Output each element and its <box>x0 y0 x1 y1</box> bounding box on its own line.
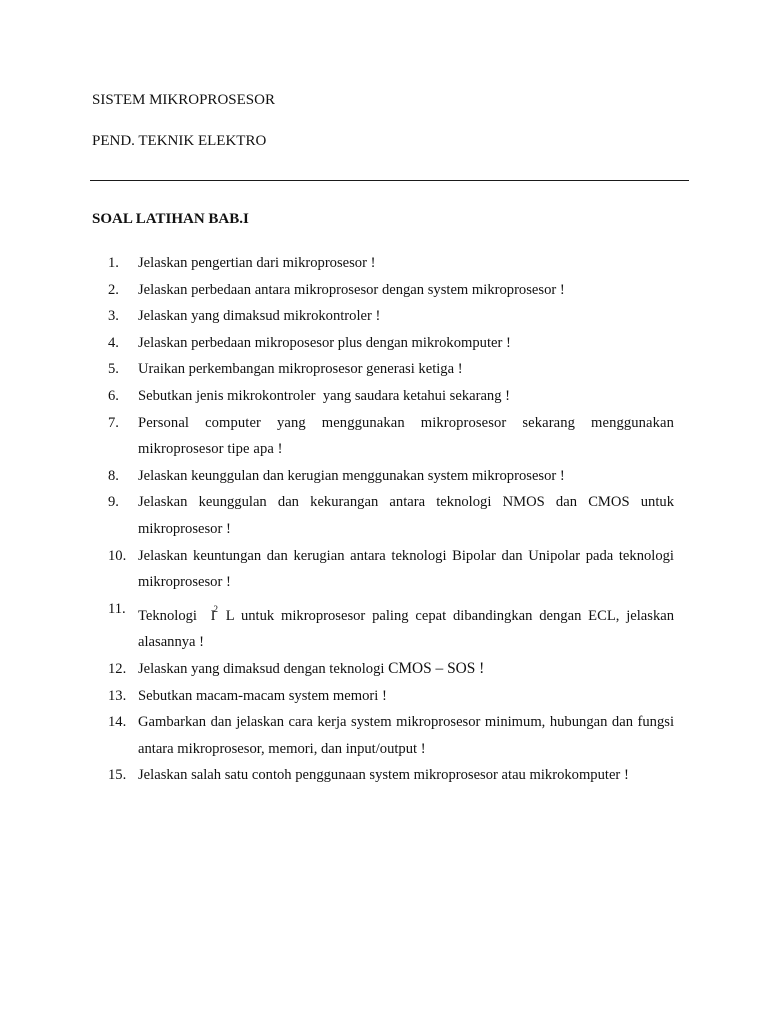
question-text: Jelaskan yang dimaksud mikrokontroler ! <box>138 308 381 325</box>
question-item <box>108 463 674 490</box>
question-text: Uraikan perkembangan mikroprosesor generasi ketiga ! <box>138 361 463 378</box>
question-item <box>108 683 674 710</box>
question-item <box>108 762 674 789</box>
question-text: Sebutkan jenis mikrokontroler yang saudara ketahui sekarang ! <box>138 387 511 404</box>
question-number: 3. <box>108 308 119 325</box>
question-item <box>108 656 674 683</box>
question-item <box>108 410 674 463</box>
question-number: 14. <box>108 714 127 731</box>
header-divider <box>90 180 689 181</box>
question-text-part: L untuk mikroprosesor paling cepat dibandingkan dengan ECL, jelaskan alasannya ! <box>138 607 675 651</box>
question-text: Personal computer yang menggunakan mikroprosesor sekarang menggunakan mikroprosesor tipe apa ! <box>138 414 674 458</box>
question-text: Jelaskan pengertian dari mikroprosesor ! <box>138 255 376 271</box>
question-number: 13. <box>108 687 127 704</box>
question-number: 5. <box>108 361 119 378</box>
question-item <box>108 330 674 357</box>
superscript-two: 2 <box>213 603 218 614</box>
question-item <box>108 356 674 383</box>
question-item <box>108 250 674 277</box>
question-text: Jelaskan salah satu contoh penggunaan system mikroprosesor atau mikrokomputer ! <box>138 767 629 784</box>
course-title: SISTEM MIKROPROSESOR <box>92 92 275 108</box>
question-number: 15. <box>108 767 127 784</box>
question-number: 8. <box>108 467 119 484</box>
question-text: Gambarkan dan jelaskan cara kerja system mikroprosesor minimum, hubungan dan fungsi antara mikroprosesor, memori, dan input/output ! <box>138 714 674 757</box>
question-item <box>108 383 674 410</box>
question-number: 10. <box>108 547 127 564</box>
question-number: 1. <box>108 255 119 271</box>
question-text: Jelaskan perbedaan antara mikroprosesor dengan system mikroprosesor ! <box>138 281 565 298</box>
question-number: 4. <box>108 334 119 351</box>
question-text: Jelaskan keunggulan dan kekurangan antara teknologi NMOS dan CMOS untuk mikroprosesor ! <box>138 494 674 537</box>
question-text: Sebutkan macam-macam system memori ! <box>138 687 387 704</box>
question-item <box>108 303 674 330</box>
section-heading: SOAL LATIHAN BAB.I <box>92 211 249 227</box>
question-item <box>108 596 674 656</box>
department-title: PEND. TEKNIK ELEKTRO <box>92 133 267 149</box>
question-number: 2. <box>108 281 119 298</box>
question-text-part: Jelaskan yang dimaksud dengan teknologi <box>138 660 389 677</box>
question-list <box>108 250 674 789</box>
question-item <box>108 709 674 762</box>
question-text: Jelaskan perbedaan mikroposesor plus dengan mikrokomputer ! <box>138 334 511 351</box>
question-number: 12. <box>108 660 127 677</box>
question-number: 11. <box>108 600 126 617</box>
question-text: Jelaskan keunggulan dan kerugian menggunakan system mikroprosesor ! <box>138 467 565 484</box>
question-number: 7. <box>108 414 119 431</box>
question-text-part: CMOS – SOS ! <box>388 659 485 677</box>
question-item <box>108 543 674 596</box>
question-text-part: Teknologi I <box>138 607 216 624</box>
question-text: Jelaskan keuntungan dan kerugian antara teknologi Bipolar dan Unipolar pada teknologi mikroprosesor ! <box>138 547 674 591</box>
question-number: 6. <box>108 387 119 404</box>
question-item <box>108 277 674 304</box>
question-item <box>108 489 674 542</box>
question-text <box>138 656 674 683</box>
question-text <box>138 596 674 656</box>
question-number: 9. <box>108 494 119 511</box>
